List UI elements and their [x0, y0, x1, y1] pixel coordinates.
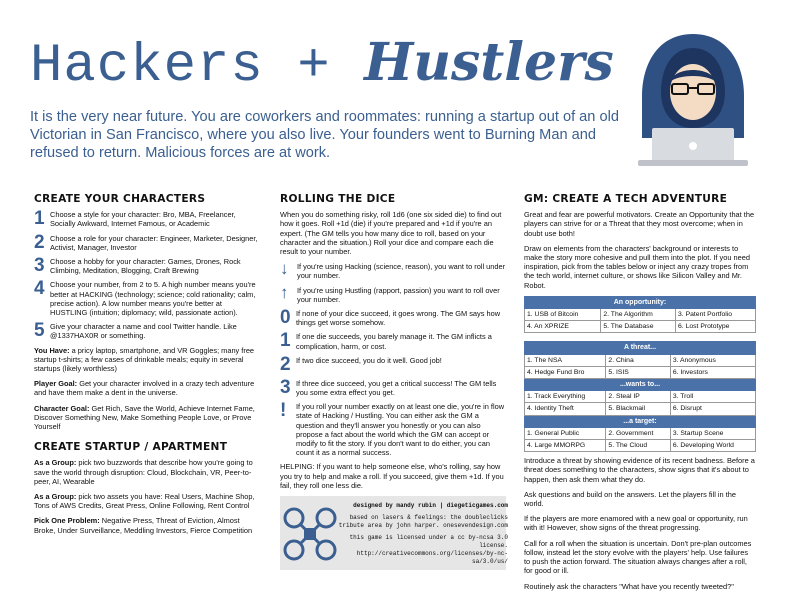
step-1	[34, 210, 260, 228]
step-number: 1	[34, 208, 45, 230]
hooded-hacker-icon	[628, 30, 758, 170]
group-assets: As a Group: pick two assets you have: Real Users, Machine Shop, Tons of AWS Credits, Great Press, Online Following, Rent Control	[34, 492, 255, 511]
group-buzzwords: As a Group: pick two buzzwords that describe how you're going to save the world through disruption: Cloud, Blockchain, VR, Peer-to-peer, AI, Wearable	[34, 458, 253, 486]
intro-text: It is the very near future. You are coworkers and roommates: running a startup out of an old Victorian in San Francisco, where you also live. Your founders went to Burning Man and refused to return. Malicious forces are at work.	[30, 109, 619, 161]
gm-p6: Call for a roll when the situation is uncertain. Don't pre-plan outcomes follow, instead let the story evolve with the players' help. Use failures to push the action forward. The situation always changes after a roll, for good or ill.	[524, 538, 752, 576]
character-goal: Character Goal: Get Rich, Save the World, Achieve Internet Fame, Discover Something New, Make Something People Love, or Prove Yourself	[34, 403, 255, 432]
dice-heading: ROLLING THE DICE	[280, 193, 396, 205]
gm-p1: Great and fear are powerful motivators. Create an Opportunity that the players can strive for or a Threat that they most overcome; when in doubt use both!	[524, 210, 755, 238]
step-number: 4	[34, 278, 45, 300]
step-text: Choose a role for your character: Engineer, Marketer, Designer, Activist, Manager, Investor	[50, 233, 258, 252]
step-3	[34, 257, 260, 275]
characters-heading: CREATE YOUR CHARACTERS	[34, 193, 206, 205]
title-plus: +	[263, 36, 365, 97]
column-characters	[34, 195, 260, 541]
step-number: 3	[34, 255, 45, 277]
result-1: 1 If one die succeeds, you barely manage it. The GM inflicts a complication, harm, or cost.	[280, 330, 492, 352]
step-4	[34, 280, 260, 317]
hacking-rule: ↓ If you're using Hacking (science, reason), you want to roll under your number.	[280, 259, 506, 281]
gm-p5: If the players are more enamored with a new goal or opportunity, run with it! However, show signs of the threat progressing.	[524, 514, 748, 533]
player-goal: Player Goal: Get your character involved in a crazy tech adventure and have them make a dent in the universe.	[34, 379, 255, 398]
step-text: Choose a style for your character: Bro, MBA, Freelancer, Socially Awkward, Internet Famous, or Academic	[50, 210, 236, 229]
gm-p4: Ask questions and build on the answers. Let the players fill in the world.	[524, 489, 736, 509]
step-text: Choose your number, from 2 to 5. A high number means you're better at HACKING (technology; science; cold rationality; calm, precise action). A low number means you're better at HUSTLING (intuition; diplomacy; wild, passionate action).	[50, 280, 256, 318]
opportunity-table: An opportunity: 1. USB of Bitcoin 2. The Algorithm 3. Patent Portfolio 4. An XPRIZE 5. The Database 6. Lost Prototype	[524, 296, 756, 334]
credits-text: designed by mandy rubin | diegeticgames.com based on lasers & feelings: the doubleclicks tribute area by john harper. onesevendesign.com this game is licensed under a cc by-ncsa 3.0 license. http://creativecommons.org/licenses/by-nc-sa/3.0/us/	[332, 502, 508, 566]
gm-heading: GM: CREATE A TECH ADVENTURE	[524, 193, 728, 205]
result-3: 3 If three dice succeed, you get a critical success! The GM tells you some extra effect you get.	[280, 376, 497, 398]
step-5	[34, 322, 260, 340]
pick-problem: Pick One Problem: Negative Press, Threat of Eviction, Almost Broke, Under Surveillance, Meddling Investors, Fierce Competition	[34, 516, 253, 535]
you-have: You Have: a pricy laptop, smartphone, and VR Goggles; many free startup t-shirts; a few cases of drinkable meals; equity in several startups (likely worthless)	[34, 345, 255, 374]
result-exact: ! If you roll your number exactly on at least one die, you're in flow state of Hacking / Hustling. You can either ask the GM a question and they'll answer you honestly or you can also propose a fact about the world which the GM can accept or modify to fit the story. If you don't want to do either, you can count it as a normal success.	[280, 400, 505, 458]
title-hustlers: Hustlers	[364, 32, 614, 93]
hustling-rule: ↑ If you're using Hustling (rapport, passion) you want to roll over your number.	[280, 282, 500, 304]
gm-p7: Routinely ask the characters "What have you recently tweeted?"	[524, 581, 734, 591]
column-dice	[280, 195, 506, 570]
page-title	[30, 32, 614, 102]
gm-p2: Draw on elements from the characters' background or interests to make the story more cohesive and pull them into the plot. If you need inspiration, pick from the tables below or inject any crazy tropes from the tech world, internet culture, or shows like Silicon Valley and Mr. Robot.	[524, 243, 750, 290]
step-2	[34, 231, 260, 253]
helping-rule: HELPING: If you want to help someone else, who's rolling, say how you try to help and make a roll. If you succeed, give them +1d. If you fail, they roll one less die.	[280, 462, 504, 490]
step-text: Give your character a name and cool Twitter handle. Like @1337HAX0R or something.	[50, 322, 237, 341]
step-number: 2	[34, 231, 45, 253]
result-2: 2 If two dice succeed, you do it well. Good job!	[280, 353, 442, 375]
dice-intro: When you do something risky, roll 1d6 (one six sided die) to find out how it goes. Roll +1d (die) if you're prepared and +1d if you're an expert. (The GM tells you how many dice to roll, based on your character and the situation.) Roll your dice and compare each die result to your number.	[280, 210, 502, 257]
arrow-down-icon: ↑	[280, 282, 289, 302]
arrow-up-icon: ↓	[280, 259, 289, 279]
credits-box	[280, 496, 506, 570]
threat-table: A threat... 1. The NSA 2. China 3. Anonymous 4. Hedge Fund Bro 5. ISIS 6. Investors ...wants to... 1. Track Everything 2. Steal IP 3. Troll 4. Identity Theft 5. Blackmail 6. Disrupt ...a target: 1. General Public 2. Government 3. Startup Scene 4. Large MMORPG 5. The Cloud 6. Developing World	[524, 341, 756, 452]
step-text: Choose a hobby for your character: Games, Drones, Rock Climbing, Meditation, Blogging, Craft Brewing	[50, 257, 241, 276]
startup-heading: CREATE STARTUP / APARTMENT	[34, 441, 228, 454]
step-number: 5	[34, 320, 45, 342]
drone-icon	[282, 506, 338, 562]
credits-tribute: tribute area by john harper. onesevendesign.com	[338, 522, 508, 530]
result-0: 0 If none of your dice succeed, it goes wrong. The GM says how things get worse somehow.	[280, 307, 501, 329]
column-gm	[524, 195, 756, 597]
title-hackers: Hackers	[30, 36, 264, 97]
gm-p3: Introduce a threat by showing evidence of its recent badness. Before a threat does something to the characters, show signs that it's about to happen, then ask them what they do.	[524, 456, 755, 484]
